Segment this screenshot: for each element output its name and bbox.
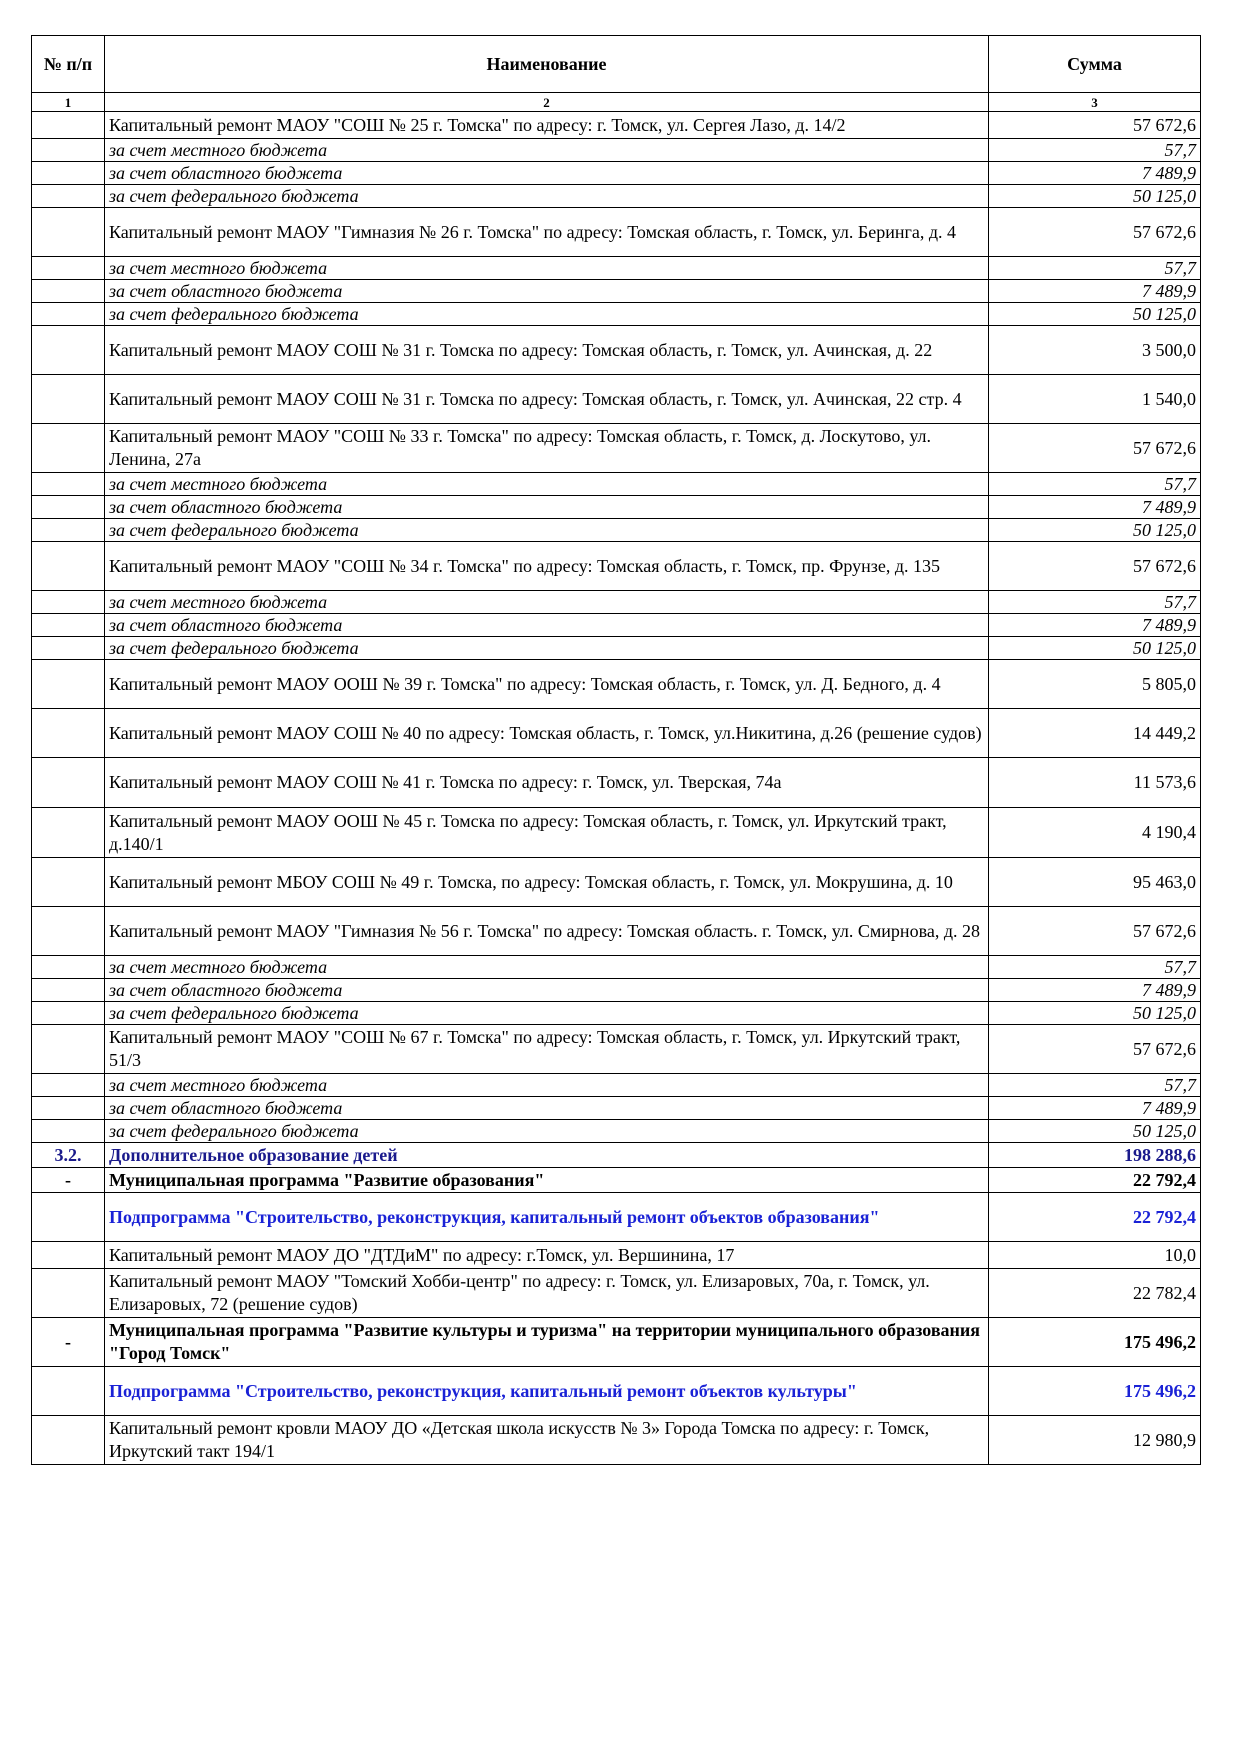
row-number bbox=[32, 519, 105, 542]
row-name: Капитальный ремонт МАОУ ДО "ДТДиМ" по адресу: г.Томск, ул. Вершинина, 17 bbox=[105, 1242, 989, 1269]
table-row bbox=[32, 326, 1201, 375]
row-number bbox=[32, 709, 105, 758]
row-sum: 50 125,0 bbox=[989, 303, 1201, 326]
row-number bbox=[32, 1269, 105, 1318]
row-sum: 7 489,9 bbox=[989, 614, 1201, 637]
table-row bbox=[32, 424, 1201, 473]
row-number bbox=[32, 1416, 105, 1465]
column-number-row bbox=[32, 93, 1201, 112]
table-row bbox=[32, 1025, 1201, 1074]
row-number: - bbox=[32, 1318, 105, 1367]
table-header-row bbox=[32, 36, 1201, 93]
row-sum: 57 672,6 bbox=[989, 112, 1201, 139]
row-number bbox=[32, 280, 105, 303]
row-number bbox=[32, 473, 105, 496]
row-number bbox=[32, 1074, 105, 1097]
row-sum: 50 125,0 bbox=[989, 1002, 1201, 1025]
table-row bbox=[32, 591, 1201, 614]
row-number bbox=[32, 303, 105, 326]
row-name: Капитальный ремонт МАОУ СОШ № 31 г. Томска по адресу: Томская область, г. Томск, ул. Ачинская, д. 22 bbox=[105, 326, 989, 375]
row-sum: 11 573,6 bbox=[989, 758, 1201, 808]
table-row bbox=[32, 614, 1201, 637]
row-sum: 57 672,6 bbox=[989, 542, 1201, 591]
row-number bbox=[32, 1002, 105, 1025]
table-row bbox=[32, 473, 1201, 496]
table-row bbox=[32, 280, 1201, 303]
row-name: за счет областного бюджета bbox=[105, 162, 989, 185]
row-sum: 57,7 bbox=[989, 139, 1201, 162]
row-number bbox=[32, 257, 105, 280]
row-number bbox=[32, 1367, 105, 1416]
table-row bbox=[32, 660, 1201, 709]
row-sum: 7 489,9 bbox=[989, 162, 1201, 185]
table-row bbox=[32, 1367, 1201, 1416]
row-sum: 3 500,0 bbox=[989, 326, 1201, 375]
row-sum: 175 496,2 bbox=[989, 1367, 1201, 1416]
row-name: Капитальный ремонт МАОУ "Томский Хобби-центр" по адресу: г. Томск, ул. Елизаровых, 70а, г. Томск, ул. Елизаровых, 72 (решение судов) bbox=[105, 1269, 989, 1318]
row-name: за счет федерального бюджета bbox=[105, 1002, 989, 1025]
row-number bbox=[32, 907, 105, 956]
table-row bbox=[32, 709, 1201, 758]
row-sum: 57,7 bbox=[989, 1074, 1201, 1097]
row-number bbox=[32, 185, 105, 208]
table-row bbox=[32, 257, 1201, 280]
row-number bbox=[32, 112, 105, 139]
header-name: Наименование bbox=[105, 36, 989, 93]
row-name: Капитальный ремонт МАОУ СОШ № 40 по адресу: Томская область, г. Томск, ул.Никитина, д.26 (решение судов) bbox=[105, 709, 989, 758]
row-number bbox=[32, 660, 105, 709]
row-sum: 22 792,4 bbox=[989, 1193, 1201, 1242]
row-name: Подпрограмма "Строительство, реконструкция, капитальный ремонт объектов образования" bbox=[105, 1193, 989, 1242]
row-name: за счет местного бюджета bbox=[105, 257, 989, 280]
row-name: Капитальный ремонт МБОУ СОШ № 49 г. Томска, по адресу: Томская область, г. Томск, ул. Мокрушина, д. 10 bbox=[105, 858, 989, 907]
row-number bbox=[32, 1242, 105, 1269]
row-name: за счет федерального бюджета bbox=[105, 303, 989, 326]
table-row bbox=[32, 208, 1201, 257]
table-row bbox=[32, 808, 1201, 858]
row-name: Подпрограмма "Строительство, реконструкция, капитальный ремонт объектов культуры" bbox=[105, 1367, 989, 1416]
row-number bbox=[32, 956, 105, 979]
row-sum: 57 672,6 bbox=[989, 1025, 1201, 1074]
row-name: Муниципальная программа "Развитие образования" bbox=[105, 1168, 989, 1193]
row-sum: 7 489,9 bbox=[989, 496, 1201, 519]
header-sum: Сумма bbox=[989, 36, 1201, 93]
row-number bbox=[32, 496, 105, 519]
table-row bbox=[32, 956, 1201, 979]
table-row bbox=[32, 1074, 1201, 1097]
row-number bbox=[32, 542, 105, 591]
row-name: за счет местного бюджета bbox=[105, 473, 989, 496]
row-name: за счет федерального бюджета bbox=[105, 1120, 989, 1143]
row-number bbox=[32, 1025, 105, 1074]
table-row bbox=[32, 907, 1201, 956]
row-name: за счет областного бюджета bbox=[105, 280, 989, 303]
row-number bbox=[32, 979, 105, 1002]
row-name: за счет областного бюджета bbox=[105, 496, 989, 519]
table-row bbox=[32, 1097, 1201, 1120]
row-sum: 4 190,4 bbox=[989, 808, 1201, 858]
table-row bbox=[32, 1002, 1201, 1025]
row-sum: 10,0 bbox=[989, 1242, 1201, 1269]
row-name: Капитальный ремонт МАОУ СОШ № 41 г. Томска по адресу: г. Томск, ул. Тверская, 74а bbox=[105, 758, 989, 808]
row-name: Капитальный ремонт МАОУ "СОШ № 34 г. Томска" по адресу: Томская область, г. Томск, пр. Фрунзе, д. 135 bbox=[105, 542, 989, 591]
row-sum: 50 125,0 bbox=[989, 637, 1201, 660]
row-name: за счет федерального бюджета bbox=[105, 185, 989, 208]
row-sum: 198 288,6 bbox=[989, 1143, 1201, 1168]
row-sum: 14 449,2 bbox=[989, 709, 1201, 758]
row-number bbox=[32, 326, 105, 375]
row-sum: 50 125,0 bbox=[989, 1120, 1201, 1143]
row-sum: 57,7 bbox=[989, 473, 1201, 496]
table-row bbox=[32, 375, 1201, 424]
table-row bbox=[32, 1416, 1201, 1465]
row-name: за счет федерального бюджета bbox=[105, 519, 989, 542]
row-name: Капитальный ремонт МАОУ "Гимназия № 26 г. Томска" по адресу: Томская область, г. Томск, ул. Беринга, д. 4 bbox=[105, 208, 989, 257]
row-name: Капитальный ремонт МАОУ ООШ № 45 г. Томска по адресу: Томская область, г. Томск, ул. Иркутский тракт, д.140/1 bbox=[105, 808, 989, 858]
table-row bbox=[32, 1318, 1201, 1367]
row-number bbox=[32, 208, 105, 257]
table-row bbox=[32, 303, 1201, 326]
row-number bbox=[32, 424, 105, 473]
row-sum: 22 792,4 bbox=[989, 1168, 1201, 1193]
row-sum: 7 489,9 bbox=[989, 280, 1201, 303]
row-sum: 50 125,0 bbox=[989, 519, 1201, 542]
budget-table bbox=[31, 35, 1201, 1465]
table-row bbox=[32, 542, 1201, 591]
row-sum: 57 672,6 bbox=[989, 424, 1201, 473]
row-sum: 7 489,9 bbox=[989, 1097, 1201, 1120]
row-number bbox=[32, 637, 105, 660]
row-sum: 95 463,0 bbox=[989, 858, 1201, 907]
table-row bbox=[32, 139, 1201, 162]
table-body bbox=[32, 112, 1201, 1465]
row-number bbox=[32, 139, 105, 162]
row-sum: 50 125,0 bbox=[989, 185, 1201, 208]
row-name: за счет местного бюджета bbox=[105, 139, 989, 162]
row-name: Муниципальная программа "Развитие культуры и туризма" на территории муниципального образования "Город Томск" bbox=[105, 1318, 989, 1367]
row-name: за счет местного бюджета bbox=[105, 956, 989, 979]
row-sum: 57,7 bbox=[989, 591, 1201, 614]
row-sum: 57,7 bbox=[989, 257, 1201, 280]
row-number bbox=[32, 1097, 105, 1120]
row-name: за счет областного бюджета bbox=[105, 1097, 989, 1120]
table-row bbox=[32, 1242, 1201, 1269]
table-row bbox=[32, 1193, 1201, 1242]
row-sum: 57 672,6 bbox=[989, 907, 1201, 956]
row-number bbox=[32, 591, 105, 614]
table-row bbox=[32, 185, 1201, 208]
table-row bbox=[32, 1269, 1201, 1318]
column-number-1: 1 bbox=[32, 93, 105, 112]
row-name: за счет областного бюджета bbox=[105, 614, 989, 637]
row-number bbox=[32, 758, 105, 808]
row-sum: 7 489,9 bbox=[989, 979, 1201, 1002]
row-name: за счет местного бюджета bbox=[105, 591, 989, 614]
row-name: Капитальный ремонт кровли МАОУ ДО «Детская школа искусств № 3» Города Томска по адресу: г. Томск, Иркутский такт 194/1 bbox=[105, 1416, 989, 1465]
row-number bbox=[32, 614, 105, 637]
table-row bbox=[32, 1143, 1201, 1168]
row-name: за счет местного бюджета bbox=[105, 1074, 989, 1097]
row-number: 3.2. bbox=[32, 1143, 105, 1168]
table-row bbox=[32, 162, 1201, 185]
row-number bbox=[32, 375, 105, 424]
row-sum: 175 496,2 bbox=[989, 1318, 1201, 1367]
row-name: за счет федерального бюджета bbox=[105, 637, 989, 660]
row-sum: 5 805,0 bbox=[989, 660, 1201, 709]
column-number-2: 2 bbox=[105, 93, 989, 112]
table-row bbox=[32, 112, 1201, 139]
row-number bbox=[32, 858, 105, 907]
row-name: Капитальный ремонт МАОУ "СОШ № 67 г. Томска" по адресу: Томская область, г. Томск, ул. Иркутский тракт, 51/3 bbox=[105, 1025, 989, 1074]
table-row bbox=[32, 496, 1201, 519]
row-number bbox=[32, 1120, 105, 1143]
row-name: Капитальный ремонт МАОУ "СОШ № 33 г. Томска" по адресу: Томская область, г. Томск, д. Лоскутово, ул. Ленина, 27а bbox=[105, 424, 989, 473]
table-row bbox=[32, 858, 1201, 907]
row-name: Капитальный ремонт МАОУ "Гимназия № 56 г. Томска" по адресу: Томская область. г. Томск, ул. Смирнова, д. 28 bbox=[105, 907, 989, 956]
table-row bbox=[32, 1168, 1201, 1193]
row-sum: 57,7 bbox=[989, 956, 1201, 979]
row-name: Капитальный ремонт МАОУ СОШ № 31 г. Томска по адресу: Томская область, г. Томск, ул. Ачинская, 22 стр. 4 bbox=[105, 375, 989, 424]
column-number-3: 3 bbox=[989, 93, 1201, 112]
table-row bbox=[32, 519, 1201, 542]
table-row bbox=[32, 637, 1201, 660]
row-sum: 57 672,6 bbox=[989, 208, 1201, 257]
table-row bbox=[32, 758, 1201, 808]
row-number bbox=[32, 1193, 105, 1242]
row-name: Дополнительное образование детей bbox=[105, 1143, 989, 1168]
row-sum: 1 540,0 bbox=[989, 375, 1201, 424]
row-number bbox=[32, 808, 105, 858]
row-sum: 22 782,4 bbox=[989, 1269, 1201, 1318]
row-name: за счет областного бюджета bbox=[105, 979, 989, 1002]
row-sum: 12 980,9 bbox=[989, 1416, 1201, 1465]
header-number: № п/п bbox=[32, 36, 105, 93]
row-number bbox=[32, 162, 105, 185]
row-name: Капитальный ремонт МАОУ ООШ № 39 г. Томска" по адресу: Томская область, г. Томск, ул. Д. Бедного, д. 4 bbox=[105, 660, 989, 709]
row-name: Капитальный ремонт МАОУ "СОШ № 25 г. Томска" по адресу: г. Томск, ул. Сергея Лазо, д. 14/2 bbox=[105, 112, 989, 139]
table-row bbox=[32, 1120, 1201, 1143]
row-number: - bbox=[32, 1168, 105, 1193]
table-row bbox=[32, 979, 1201, 1002]
